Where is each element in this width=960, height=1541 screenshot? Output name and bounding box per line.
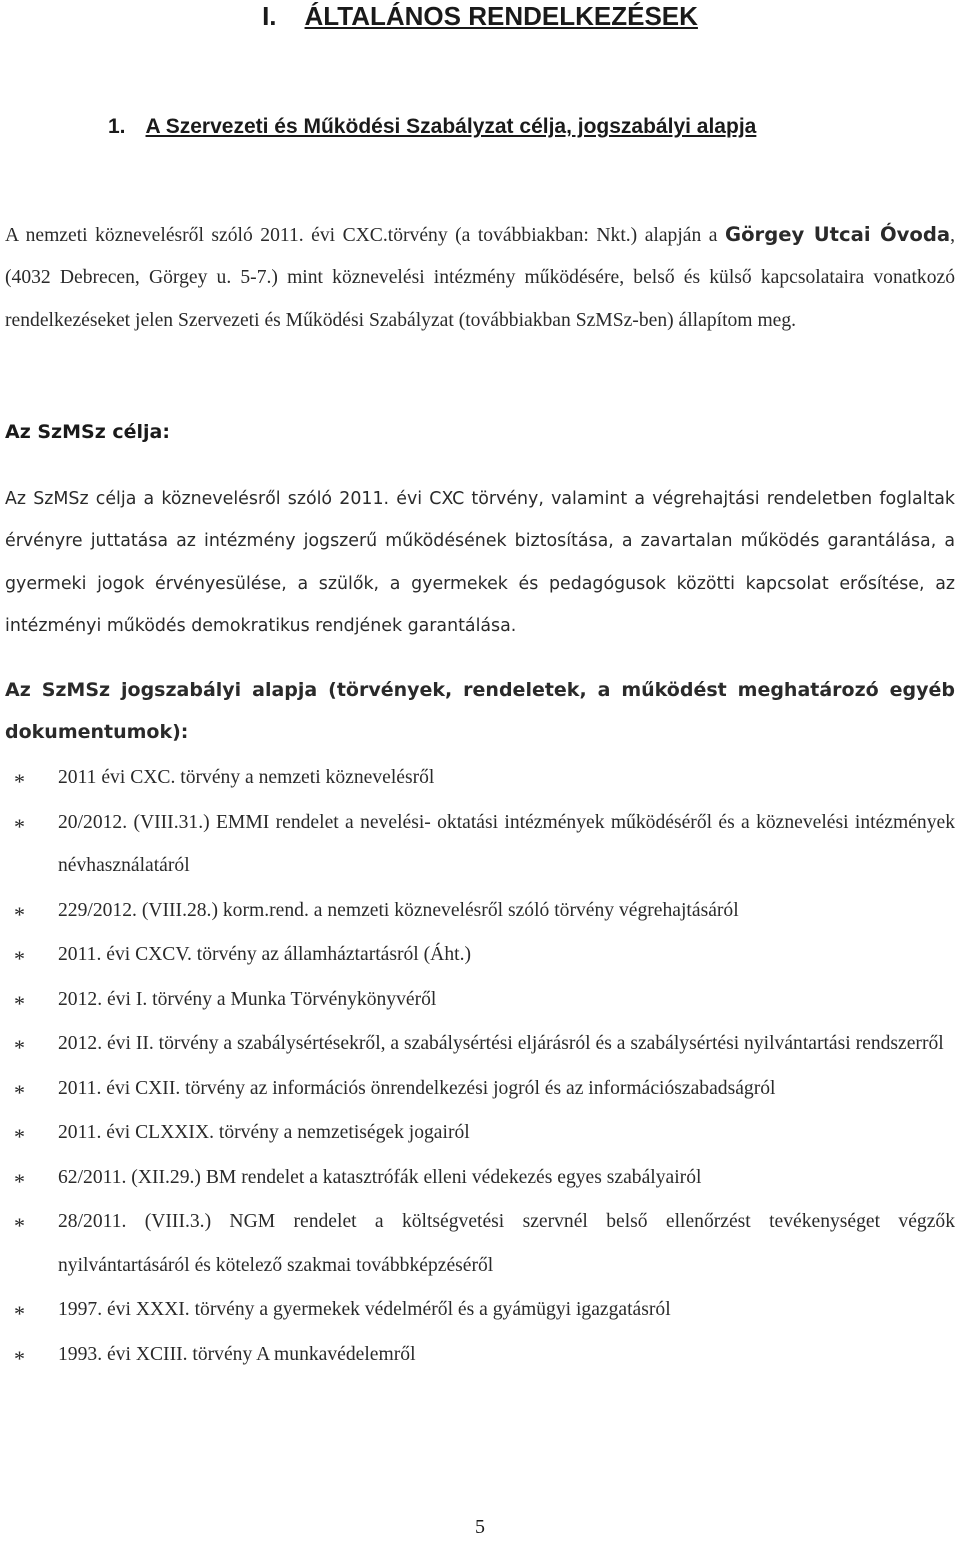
subsection-title: A Szervezeti és Működési Szabályzat célja, jogszabályi alapja bbox=[145, 115, 757, 138]
list-item bbox=[0, 1288, 960, 1332]
section-title: ÁLTALÁNOS RENDELKEZÉSEK bbox=[304, 1, 698, 31]
list-item bbox=[0, 933, 960, 977]
purpose-paragraph: Az SzMSz célja a köznevelésről szóló 2011. évi CXC törvény, valamint a végrehajtási rendeletben foglaltak érvényre juttatása az intézmény jogszerű működésének biztosítása, a zavartalan működés garantálása, a gyermeki jogok érvényesülése, a szülők, a gyermekek és pedagógusok közötti kapcsolat erősítése, az intézményi működés demokratikus rendjének garantálása. bbox=[5, 489, 955, 637]
intro-text-before: A nemzeti köznevelésről szóló 2011. évi CXC.törvény (a továbbiakban: Nkt.) alapján a bbox=[5, 225, 725, 246]
page-number: 5 bbox=[475, 1516, 485, 1538]
section-number: I. bbox=[262, 1, 277, 31]
intro-paragraph bbox=[5, 214, 955, 342]
law-text: 62/2011. (XII.29.) BM rendelet a katasztrófák elleni védekezés egyes szabályairól bbox=[58, 1166, 702, 1188]
law-text: 2012. évi I. törvény a Munka Törvénykönyvéről bbox=[58, 988, 437, 1010]
bullet-marker: * bbox=[14, 1213, 25, 1238]
bullet-marker: * bbox=[14, 1301, 25, 1326]
law-text: 2012. évi II. törvény a szabálysértésekről, a szabálysértési eljárásról és a szabálysértési nyilvántartási rendszerről bbox=[58, 1033, 944, 1054]
law-text: 1997. évi XXXI. törvény a gyermekek védelméről és a gyámügyi igazgatásról bbox=[58, 1299, 671, 1320]
section-heading bbox=[0, 0, 960, 32]
institution-name: Görgey Utcai Óvoda bbox=[724, 223, 951, 246]
list-item bbox=[0, 889, 960, 933]
subsection-number: 1. bbox=[108, 115, 126, 138]
law-text: 229/2012. (VIII.28.) korm.rend. a nemzeti köznevelésről szóló törvény végrehajtásáról bbox=[58, 899, 739, 921]
list-item bbox=[0, 1067, 960, 1111]
list-item bbox=[0, 1200, 960, 1287]
list-item bbox=[0, 978, 960, 1022]
law-text: 2011 évi CXC. törvény a nemzeti köznevelésről bbox=[58, 767, 435, 788]
law-text: 1993. évi XCIII. törvény A munkavédelemről bbox=[58, 1343, 416, 1365]
legal-basis-heading: Az SzMSz jogszabályi alapja (törvények, rendeletek, a működést meghatározó egyéb dokumentumok): bbox=[5, 679, 955, 744]
list-item bbox=[0, 801, 960, 888]
bullet-marker: * bbox=[14, 769, 25, 794]
list-item bbox=[0, 1022, 960, 1066]
bullet-marker: * bbox=[14, 1168, 25, 1194]
law-text: 20/2012. (VIII.31.) EMMI rendelet a nevelési- oktatási intézmények működéséről és a köznevelési intézmények névhasználatáról bbox=[58, 811, 955, 876]
law-text: 2011. évi CXII. törvény az információs önrendelkezési jogról és az információszabadságról bbox=[58, 1077, 776, 1099]
bullet-marker: * bbox=[14, 1345, 25, 1371]
law-text: 2011. évi CLXXIX. törvény a nemzetiségek jogairól bbox=[58, 1122, 470, 1143]
intro-text-after: , (4032 Debrecen, Görgey u. 5-7.) mint köznevelési intézmény működésére, belső és külső kapcsolataira vonatkozó rendelkezéseket jelen Szervezeti és Működési Szabályzat (továbbiakban SzMSz-ben) állapítom meg. bbox=[5, 225, 956, 331]
bullet-marker: * bbox=[14, 1124, 25, 1149]
list-item bbox=[0, 1333, 960, 1377]
bullet-marker: * bbox=[14, 990, 25, 1016]
list-item bbox=[0, 1156, 960, 1200]
bullet-marker: * bbox=[14, 1035, 25, 1060]
bullet-marker: * bbox=[14, 813, 25, 839]
bullet-marker: * bbox=[14, 946, 25, 971]
bullet-marker: * bbox=[14, 901, 25, 927]
list-item bbox=[0, 1111, 960, 1155]
bullet-marker: * bbox=[14, 1079, 25, 1105]
purpose-label: Az SzMSz célja: bbox=[5, 421, 170, 443]
law-text: 28/2011. (VIII.3.) NGM rendelet a költségvetési szervnél belső ellenőrzést tevékenységet végzők nyilvántartásáról és kötelező szakmai továbbképzéséről bbox=[58, 1211, 955, 1276]
list-item bbox=[0, 756, 960, 800]
laws-list bbox=[0, 756, 960, 1377]
law-text: 2011. évi CXCV. törvény az államháztartásról (Áht.) bbox=[58, 944, 471, 965]
subsection-heading bbox=[108, 113, 960, 141]
